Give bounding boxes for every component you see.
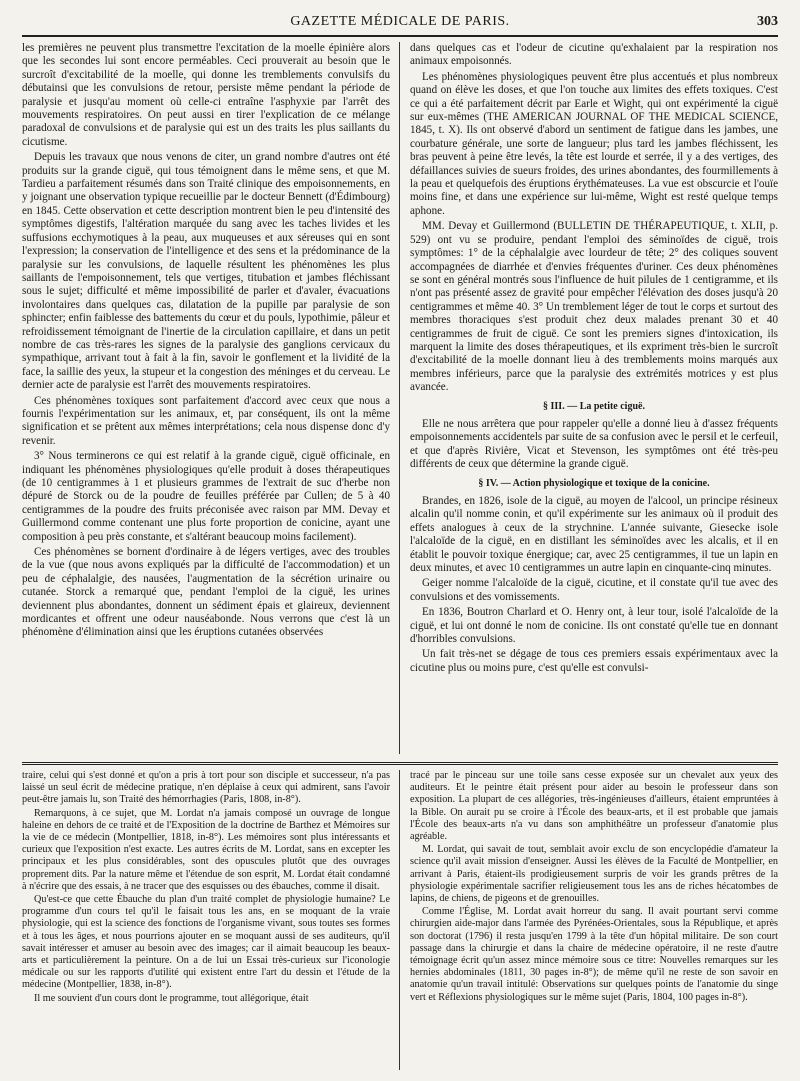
newspaper-page	[22, 8, 778, 1074]
feuilleton	[22, 770, 778, 1070]
feuilleton-right-column	[410, 770, 778, 1070]
paragraph: En 1836, Boutron Charlard et O. Henry ont, à leur tour, isolé l'alcaloïde de la ciguë, et lui ont donné le nom de conicine. Ils ont constaté qu'elle tue en donnant d'horribles convulsions.	[410, 606, 778, 646]
paragraph: Il me souvient d'un cours dont le programme, tout allégorique, était	[34, 992, 309, 1004]
paragraph: Un fait très-net se dégage de tous ces premiers essais expérimentaux avec la cicutine plus ou moins pure, c'est qu'elle est convulsi-	[410, 648, 778, 674]
column-divider	[399, 770, 400, 1070]
paragraph: 3° Nous terminerons ce qui est relatif à la grande ciguë, ciguë officinale, en indiquant les phénomènes physiologiques qu'elle produit à doses thérapeutiques (de 10 centigrammes à 1 et plusieurs grammes de l'extrait de suc d'herbe non dépuré de Storck ou de la poudre de feuilles préférée par Cullen; de 5 à 40 centigrammes de la poudre des fruits préconisée avec raison par MM. Devay et Guillermond comme contenant une plus forte proportion de conicine, ayant une composition à peu près constante, et s'altérant beaucoup moins facilement).	[22, 450, 390, 543]
main-article	[22, 42, 778, 754]
paragraph: dans quelques cas et l'odeur de cicutine qu'exhalaient par la respiration nos animaux empoisonnés.	[410, 42, 778, 68]
paragraph: traire, celui qui s'est donné et qu'on a pris à tort pour son disciple et successeur, n'a pas laissé un seul écrit de médecine pratique, n'en déplaise à ceux qui admirent, sans l'avoir peut-être jamais lu, son Traité des hémorrhagies (Paris, 1808, in-8°).	[22, 770, 390, 806]
page-header	[22, 8, 778, 36]
paragraph: Ces phénomènes se bornent d'ordinaire à de légers vertiges, avec des troubles de la vue (que nous avons expliqués par la difficulté de l'accommodation) et un peu de céphalalgie, des nausées, l'augmentation de la sécrétion urinaire ou cutanée. Storck a remarqué que, pendant l'emploi de la ciguë, les urines deviennent plus abondantes, donnent un sédiment épais et glaireux, deviennent mordicantes et offrent une odeur nauséabonde. Nous verrons que c'est là un phénomène d'élimination ainsi que les éruptions cutanées observées	[22, 546, 390, 639]
paragraph: Brandes, en 1826, isole de la ciguë, au moyen de l'alcool, un principe résineux alcalin qu'il nomme conin, et qu'il expérimente sur les animaux où il produit des effets analogues à ceux de la strychnine. L'année suivante, Giesecke isole l'alcaloïde de la ciguë, en en distillant les séminoïdes avec les alcalis, et il en établit le pouvoir toxique énergique; car, avec 25 centigrammes, il tue un lapin en deux minutes, et avec 10 centigrammes un autre lapin en cinquante-cinq minutes.	[410, 495, 778, 575]
paragraph: M. Lordat, qui savait de tout, semblait avoir exclu de son encyclopédie d'amateur la science qu'il avait mission d'enseigner. Aussi les élèves de la Faculté de Montpellier, en arrivant à Paris, étaient-ils prodigieusement surpris de voir les grands prêtres de la physiologie expérimentale sacrifier religieusement tous les ans de riches hécatombes de lapins, de chiens, de pigeons et de grenouilles.	[410, 844, 778, 905]
journal-title: GAZETTE MÉDICALE DE PARIS.	[290, 14, 510, 29]
paragraph: Remarquons, à ce sujet, que M. Lordat n'a jamais composé un ouvrage de longue haleine en dehors de ce traité et de l'Exposition de la doctrine de Barthez et Mémoires sur la vie de ce médecin (Montpellier, 1818, in-8°). Les mémoires sont plus intéressants et curieux que l'exposition n'est exacte. Les autres écrits de M. Lordat, sans en excepter les principaux et les plus considérables, sont des opuscules plutôt que des ouvrages proprement dits. Par la nature même et l'étendue de son esprit, M. Lordat était condamné à n'écrire que des essais, à ne tracer que des esquisses ou des ébauches, comme il disait.	[22, 807, 390, 892]
feuilleton-left-column	[22, 770, 390, 1070]
paragraph: les premières ne peuvent plus transmettre l'excitation de la moelle épinière alors que les secondes lui sont encore perméables. Ceci prouverait au besoin que le surcroît d'excitabilité de la moelle, qui donne les tremblements convulsifs du débutainsi que les convulsions de retour, persiste même pendant la période de paralysie et jusqu'au moment où celle-ci entraîne l'asphyxie par l'arrêt des mouvements respiratoires. On peut aussi en tirer l'explication de ce mélange paradoxal de convulsions et de paralysie qui est un des traits les plus saillants du cicutisme.	[22, 42, 390, 148]
section-heading: § IV. — Action physiologique et toxique de la conicine.	[478, 477, 710, 489]
paragraph: Elle ne nous arrêtera que pour rappeler qu'elle a donné lieu à d'assez fréquents empoisonnements accidentels par suite de sa confusion avec le persil et le cerfeuil, et que d'après Rivière, Vicat et Stevenson, les symptômes ont été très-peu différents de ceux que détermine la grande ciguë.	[410, 417, 778, 471]
header-rule	[22, 35, 778, 37]
paragraph: MM. Devay et Guillermond (BULLETIN DE THÉRAPEUTIQUE, t. XLII, p. 529) ont vu se produire, pendant l'emploi des séminoïdes de ciguë, trois symptômes: 1° de la céphalalgie avec lourdeur de tête; 2° des coliques souvent accompagnées de diarrhée et d'envies fréquentes d'uriner. Ces deux phénomènes se sont en général montrés sous l'influence de huit pilules de 1 centigramme, et ils n'ont pas présenté assez de gravité pour empêcher l'élévation des doses jusqu'à 20 centigrammes et même 40. 3° Un tremblement léger de tout le corps et surtout des membres thoraciques s'est produit chez deux malades prenant 30 et 40 centigrammes de fruit de ciguë. Ce sont les premiers signes d'intoxication, ils marquent la limite des doses thérapeutiques, et ils expriment très-bien le surcroît d'excitabilité de la moelle donnant lieu à des tremblements moins marqués aux membres inférieurs, parce que la paralysie des extrémités motrices y est plus avancée.	[410, 220, 778, 394]
paragraph: tracé par le pinceau sur une toile sans cesse exposée sur un chevalet aux yeux des auditeurs. Et le peintre était présent pour aider au besoin le professeur dans son exposition. La plupart de ces allégories, très-ingénieuses d'ailleurs, étaient empruntées à la Bible. On aurait pu se croire à l'École des beaux-arts, et il est probable que jamais l'École des beaux-arts n'a vu dans son amphithéâtre un professeur d'anatomie plus agréable.	[410, 770, 778, 843]
left-column	[22, 42, 390, 754]
page-number: 303	[757, 14, 778, 29]
section-heading: § III. — La petite ciguë.	[543, 400, 645, 412]
paragraph: Comme l'Église, M. Lordat avait horreur du sang. Il avait pourtant servi comme chirurgien aide-major dans l'armée des Pyrénées-Orientales, sous la République, et après son doctorat (1796) il resta jusqu'en 1799 à la tête d'un hôpital militaire. De son court passage dans la chirurgie et dans la chaire de médecine opératoire, il ne reste d'autre témoignage écrit qu'un assez mince mémoire sous ce titre: Nouvelles remarques sur les hernies abdominales (1811, 30 pages in-8°); de même qu'il ne reste de son savoir en anatomie qu'un travail intitulé: Observations sur quelques points de l'anatomie du singe vert et Réflexions physiologiques sur le même sujet (Paris, 1804, 100 pages in-8°).	[410, 906, 778, 1003]
feuilleton-rule	[22, 762, 778, 765]
paragraph: Geiger nomme l'alcaloïde de la ciguë, cicutine, et il constate qu'il tue avec des convulsions et des vomissements.	[410, 577, 778, 603]
column-divider	[399, 42, 400, 754]
paragraph: Depuis les travaux que nous venons de citer, un grand nombre d'autres ont été produits sur la grande ciguë, qui tous témoignent dans le même sens, et que M. Tardieu a parfaitement résumés dans son Traité clinique des empoisonnements, en y joignant une observation typique recueillie par le docteur Bennett (d'Édimbourg) en 1845. Cette observation et cette description montrent bien le peu d'intensité des symptômes digestifs, l'altération marquée du sang avec les taches livides et les suffusions ecchymotiques à la peau, aux muqueuses et aux séreuses qui en sont l'expression; la conservation de l'intelligence et des sens et la prédominance de la paralysie sur les convulsions, de laquelle résultent les phénomènes les plus saillants de l'empoisonnement, tels que vertiges, titubation et jambes fléchissant sous le sujet; difficulté et même impossibilité de parler et d'avaler, évacuations involontaires dans quelques cas, dilatation de la pupille par paralysie de son sphincter; enfin faiblesse des battements du cœur et du pouls, lypothimie, pâleur et refroidissement témoignant de l'inertie de la circulation capillaire, et dans un petit nombre de cas très-rares les signes de la paralysie des ganglions cervicaux du sympathique, arrivant tout à fait à la fin, savoir le gonflement et la lividité de la face, la saillie des yeux, la stupeur et la congestion des méninges et du cerveau. Le dernier acte de paralysie est l'arrêt des mouvements respiratoires.	[22, 151, 390, 392]
paragraph: Qu'est-ce que cette Ébauche du plan d'un traité complet de physiologie humaine? Le programme d'un cours tel qu'il le faisait tous les ans, en se moquant de la vraie physiologie, qui est la science des fonctions de l'organisme vivant, sous toutes ses formes et à tous les âges, et nous pourrions ajouter en se moquant aussi de ses auditeurs, qu'il savait intéresser et amuser au besoin avec des images; car il aimait beaucoup les beaux-arts et particulièrement la peinture. On a de lui un Essai très-curieux sur l'iconologie médicale ou sur les rapports d'utilité qui existent entre l'art du dessin et l'étude de la médecine (Montpellier, 1838, in-8°).	[22, 894, 390, 991]
paragraph: Ces phénomènes toxiques sont parfaitement d'accord avec ceux que nous a fournis l'expérimentation sur les animaux, et, par conséquent, ils ont la même signification et se prêtent aux mêmes interprétations; cela nous dispense donc d'y revenir.	[22, 394, 390, 447]
paragraph: Les phénomènes physiologiques peuvent être plus accentués et plus nombreux quand on élève les doses, et que l'on touche aux limites des effets toxiques. C'est ce qui a été parfaitement décrit par Earle et Wight, qui ont expérimenté la ciguë sur eux-mêmes (THE AMERICAN JOURNAL OF THE MEDICAL SCIENCE, 1845, t. X). Ils ont observé d'abord un sentiment de fatigue dans les jambes, une courbature générale, une sorte de langueur; plus tard les jambes fléchissent, les bras peuvent à peine être levés, la tête est lourde et serrée, il y a des vertiges, des défaillances suivies de sueurs froides, des urines abondantes, des fourmillements à la peau et quelquefois des éruptions érythémateuses. La vue est obscurcie et l'ouïe moins fine, et dans une expérience sur lui-même, Wight est resté quelque temps aphone.	[410, 70, 778, 217]
right-column	[410, 42, 778, 754]
